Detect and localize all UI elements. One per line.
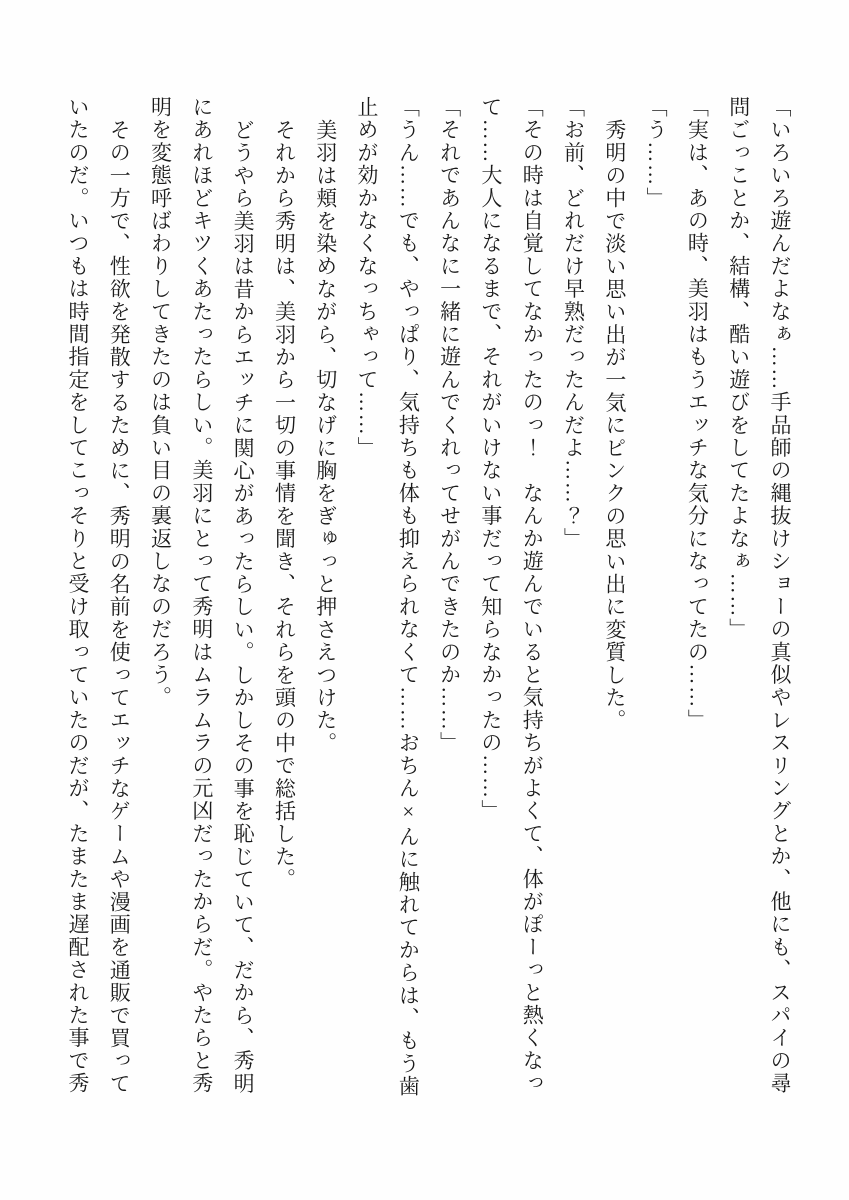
- text-line: て……大人になるまで、それがいけない事だって知らなかったの……」: [478, 96, 503, 823]
- text-line: 秀明の中で淡い思い出が一気にピンクの思い出に変質した。: [602, 118, 627, 732]
- text-line: 問ごっことか、結構、酷い遊びをしてたよなぁ……」: [726, 96, 751, 641]
- text-line: いたのだ。いつもは時間指定をしてこっそりと受け取っていたのだが、たまたま遅配された事で秀: [65, 96, 90, 1095]
- text-block: [57, 96, 800, 1104]
- text-line: その一方で、性欲を発散するために、秀明の名前を使ってエッチなゲームや漫画を通販で買って: [107, 118, 132, 1095]
- text-line: 「お前、どれだけ早熟だったんだよ……？」: [561, 96, 586, 550]
- text-line: 明を変態呼ばわりしてきたのは負い目の裏返しなのだろう。: [148, 96, 173, 709]
- text-line: 「それであんなに一緒に遊んでくれってせがんできたのか……」: [437, 96, 462, 755]
- text-line: それから秀明は、美羽から一切の事情を聞き、それらを頭の中で総括した。: [272, 118, 297, 891]
- text-line: にあれほどキツくあたったらしい。美羽にとって秀明はムラムラの元凶だったからだ。やたらと秀: [189, 96, 214, 1095]
- text-line: 止めが効かなくなっちゃって……」: [355, 96, 380, 460]
- text-line: 「いろいろ遊んだよなぁ……手品師の縄抜けショーの真似やレスリングとか、他にも、スパイの尋: [768, 96, 792, 1095]
- text-line: 「実は、あの時、美羽はもうエッチな気分になってたの……」: [685, 96, 710, 732]
- text-line: どうやら美羽は昔からエッチに関心があったらしい。しかしその事を恥じていて、だから、秀明: [231, 118, 256, 1095]
- text-line: 「その時は自覚してなかったのっ！ なんか遊んでいると気持ちがよくて、体がぽーっと熱くなっ: [520, 96, 545, 1095]
- text-line: 「うん……でも、やっぱり、気持ちも体も抑えられなくて……おちん×んに触れてからは、もう歯: [396, 96, 421, 1098]
- text-line: 「う……」: [644, 96, 669, 210]
- text-line: 美羽は頬を染めながら、切なげに胸をぎゅっと押さえつけた。: [313, 118, 338, 755]
